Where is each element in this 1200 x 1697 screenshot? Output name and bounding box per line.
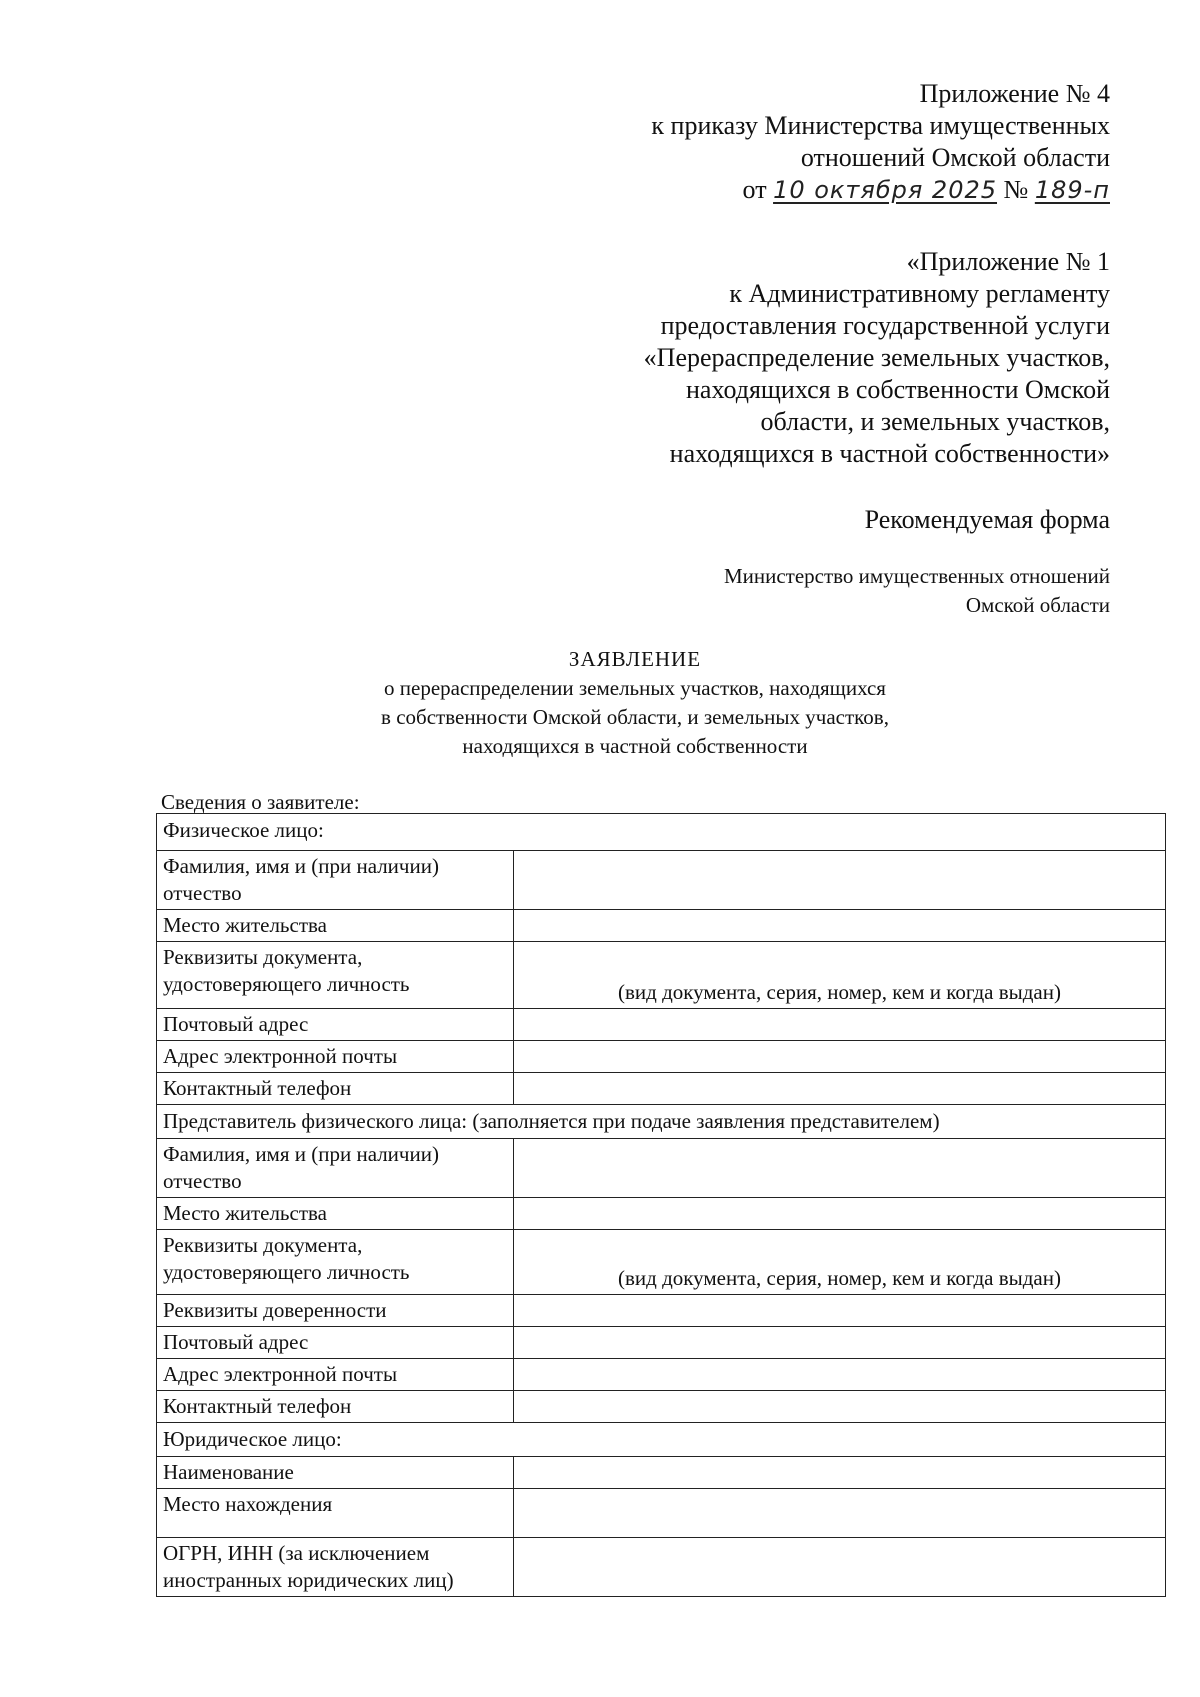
legal-entity-name-label: Наименование: [157, 1457, 514, 1489]
representative-email-label: Адрес электронной почты: [157, 1359, 514, 1391]
representative-postal-address-field[interactable]: [514, 1327, 1166, 1359]
table-row: [157, 910, 1166, 942]
table-row: [157, 1457, 1166, 1489]
appendix-1-line-2: к Административному регламенту: [729, 279, 1110, 308]
representative-phone-field[interactable]: [514, 1391, 1166, 1423]
table-row: [157, 1391, 1166, 1423]
individual-id-document-label: Реквизиты документа, удостоверяющего личность: [157, 942, 514, 1009]
individual-email-field[interactable]: [514, 1041, 1166, 1073]
table-row: [157, 1538, 1166, 1597]
individual-phone-field[interactable]: [514, 1073, 1166, 1105]
individual-residence-label: Место жительства: [157, 910, 514, 942]
title-line-2: в собственности Омской области, и земельных участков,: [381, 705, 889, 729]
representative-postal-address-label: Почтовый адрес: [157, 1327, 514, 1359]
representative-id-document-field[interactable]: [514, 1230, 1166, 1295]
legal-entity-ogrn-inn-field[interactable]: [514, 1538, 1166, 1597]
appendix-1-line-5: находящихся в собственности Омской: [686, 375, 1110, 404]
appendix-4-ministry-line: отношений Омской области: [800, 143, 1110, 172]
table-row: [157, 814, 1166, 851]
representative-email-field[interactable]: [514, 1359, 1166, 1391]
individual-full-name-label: Фамилия, имя и (при наличии) отчество: [157, 851, 514, 910]
representative-phone-label: Контактный телефон: [157, 1391, 514, 1423]
title-main: ЗАЯВЛЕНИЕ: [568, 647, 702, 671]
date-prefix: от: [742, 175, 767, 204]
table-row: [157, 851, 1166, 910]
representative-section-header: Представитель физического лица: (заполняется при подаче заявления представителем): [157, 1105, 1166, 1139]
representative-residence-field[interactable]: [514, 1198, 1166, 1230]
individual-residence-field[interactable]: [514, 910, 1166, 942]
individual-postal-address-field[interactable]: [514, 1009, 1166, 1041]
representative-power-of-attorney-field[interactable]: [514, 1295, 1166, 1327]
title-line-3: находящихся в частной собственности: [462, 734, 808, 758]
applicant-form-table: [156, 813, 1166, 1597]
representative-id-document-hint: (вид документа, серия, номер, кем и когда выдан): [618, 1266, 1061, 1290]
appendix-1-title: «Приложение № 1: [906, 247, 1110, 276]
table-row: [157, 1489, 1166, 1538]
individual-postal-address-label: Почтовый адрес: [157, 1009, 514, 1041]
representative-id-document-label: Реквизиты документа, удостоверяющего личность: [157, 1230, 514, 1295]
legal-entity-section-header: Юридическое лицо:: [157, 1423, 1166, 1457]
legal-entity-name-field[interactable]: [514, 1457, 1166, 1489]
individual-section-header: Физическое лицо:: [157, 814, 1166, 851]
title-line-1: о перераспределении земельных участков, находящихся: [384, 676, 886, 700]
table-row: [157, 942, 1166, 1009]
table-row: [157, 1073, 1166, 1105]
table-row: [157, 1041, 1166, 1073]
table-row: [157, 1423, 1166, 1457]
individual-phone-label: Контактный телефон: [157, 1073, 514, 1105]
table-row: [157, 1295, 1166, 1327]
representative-full-name-label: Фамилия, имя и (при наличии) отчество: [157, 1139, 514, 1198]
legal-entity-location-label: Место нахождения: [157, 1489, 514, 1538]
appendix-1-line-3: предоставления государственной услуги: [660, 311, 1110, 340]
table-row: [157, 1359, 1166, 1391]
appendix-1-line-6: области, и земельных участков,: [760, 407, 1110, 436]
individual-id-document-field[interactable]: [514, 942, 1166, 1009]
individual-full-name-field[interactable]: [514, 851, 1166, 910]
appendix-4-order-line: к приказу Министерства имущественных: [651, 111, 1110, 140]
table-row: [157, 1198, 1166, 1230]
handwritten-date: 10 октября 2025: [773, 176, 998, 204]
table-row: [157, 1230, 1166, 1295]
table-row: [157, 1327, 1166, 1359]
appendix-4-title: Приложение № 4: [919, 79, 1110, 108]
representative-full-name-field[interactable]: [514, 1139, 1166, 1198]
legal-entity-location-field[interactable]: [514, 1489, 1166, 1538]
representative-residence-label: Место жительства: [157, 1198, 514, 1230]
recommended-form-label: Рекомендуемая форма: [864, 505, 1110, 534]
application-title: [170, 645, 1100, 761]
addressee-line-2: Омской области: [965, 593, 1110, 617]
number-prefix: №: [1003, 175, 1029, 204]
representative-power-of-attorney-label: Реквизиты доверенности: [157, 1295, 514, 1327]
handwritten-number: 189-п: [1034, 176, 1110, 204]
individual-id-document-hint: (вид документа, серия, номер, кем и когда выдан): [618, 980, 1061, 1004]
legal-entity-ogrn-inn-label: ОГРН, ИНН (за исключением иностранных юридических лиц): [157, 1538, 514, 1597]
appendix-4-date-line: [651, 174, 1110, 206]
appendix-1-line-7: находящихся в частной собственности»: [669, 439, 1110, 468]
appendix-1-header: [644, 246, 1110, 470]
addressee: [724, 562, 1110, 620]
appendix-4-header: [651, 78, 1110, 206]
individual-email-label: Адрес электронной почты: [157, 1041, 514, 1073]
applicant-info-label: Сведения о заявителе:: [161, 790, 360, 814]
appendix-1-line-4: «Перераспределение земельных участков,: [643, 343, 1110, 372]
table-row: [157, 1009, 1166, 1041]
addressee-line-1: Министерство имущественных отношений: [723, 564, 1110, 588]
table-row: [157, 1105, 1166, 1139]
table-row: [157, 1139, 1166, 1198]
